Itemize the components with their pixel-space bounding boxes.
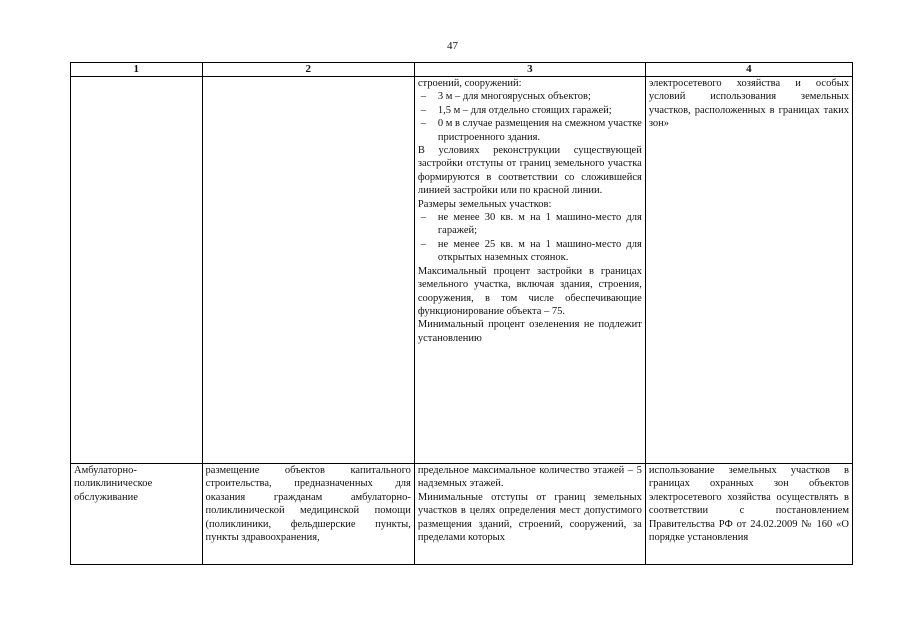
row1-col3-cell xyxy=(414,77,645,464)
paragraph: Размеры земельных участков: xyxy=(417,198,552,210)
dash-list-item: – 3 м – для многоярусных объектов; xyxy=(418,90,642,103)
paragraph: Минимальный процент озеленения не подлежит установлению xyxy=(417,319,642,344)
paragraph: использование земельных участков в границах охранных зон объектов электросетевого хозяйства осуществлять в соответствии с постановлением Правительства РФ от 24.02.2009 № 160 «О порядке установления xyxy=(648,465,849,544)
table-row xyxy=(71,464,853,565)
paragraph: Минимальные отступы от границ земельных участков в целях определения мест допустимого размещения зданий, строений, сооружений, за пределами которых xyxy=(417,491,642,544)
dash-list-item: – 1,5 м – для отдельно стоящих гаражей; xyxy=(418,104,642,117)
row2-col3-cell xyxy=(414,464,645,565)
table-header-row xyxy=(71,63,853,77)
row1-col4-cell xyxy=(645,77,852,464)
column-header-1: 1 xyxy=(71,63,203,77)
page-number: 47 xyxy=(447,40,458,52)
row1-col1-cell xyxy=(71,77,203,464)
dash-list-item: – не менее 25 кв. м на 1 машино-место для открытых наземных стоянок. xyxy=(418,238,642,265)
row2-col4-cell xyxy=(645,464,852,565)
dash-list-item: – не менее 30 кв. м на 1 машино-место для гаражей; xyxy=(418,211,642,238)
paragraph: В условиях реконструкции существующей застройки отступы от границ земельного участка формируются в соответствии со сложившейся линией застройки или по красной линии. xyxy=(417,145,642,197)
column-header-4: 4 xyxy=(645,63,852,77)
paragraph: электросетевого хозяйства и особых условий использования земельных участков, расположенных в границах таких зон» xyxy=(648,78,849,130)
row2-col1-cell xyxy=(71,464,203,565)
paragraph: строений, сооружений: xyxy=(417,78,522,89)
dash-list-item: – 0 м в случае размещения на смежном участке пристроенного здания. xyxy=(418,117,642,144)
use-description: размещение объектов капитального строительства, предназначенных для оказания гражданам амбулаторно-поликлинической медицинской помощи (поликлиники, фельдшерские пункты, пункты здравоохранения, xyxy=(205,465,411,544)
paragraph: предельное максимальное количество этажей – 5 надземных этажей. xyxy=(417,465,642,490)
regulations-table xyxy=(70,62,853,565)
column-header-2: 2 xyxy=(202,63,414,77)
column-header-3: 3 xyxy=(414,63,645,77)
row1-col2-cell xyxy=(202,77,414,464)
paragraph: Максимальный процент застройки в границах земельного участка, включая здания, строения, сооружения, в том числе обеспечивающие функционирование объекта – 75. xyxy=(417,265,642,317)
table-row xyxy=(71,77,853,464)
use-type-name: Амбулаторно-поликлиническое обслуживание xyxy=(74,465,153,503)
row2-col2-cell xyxy=(202,464,414,565)
